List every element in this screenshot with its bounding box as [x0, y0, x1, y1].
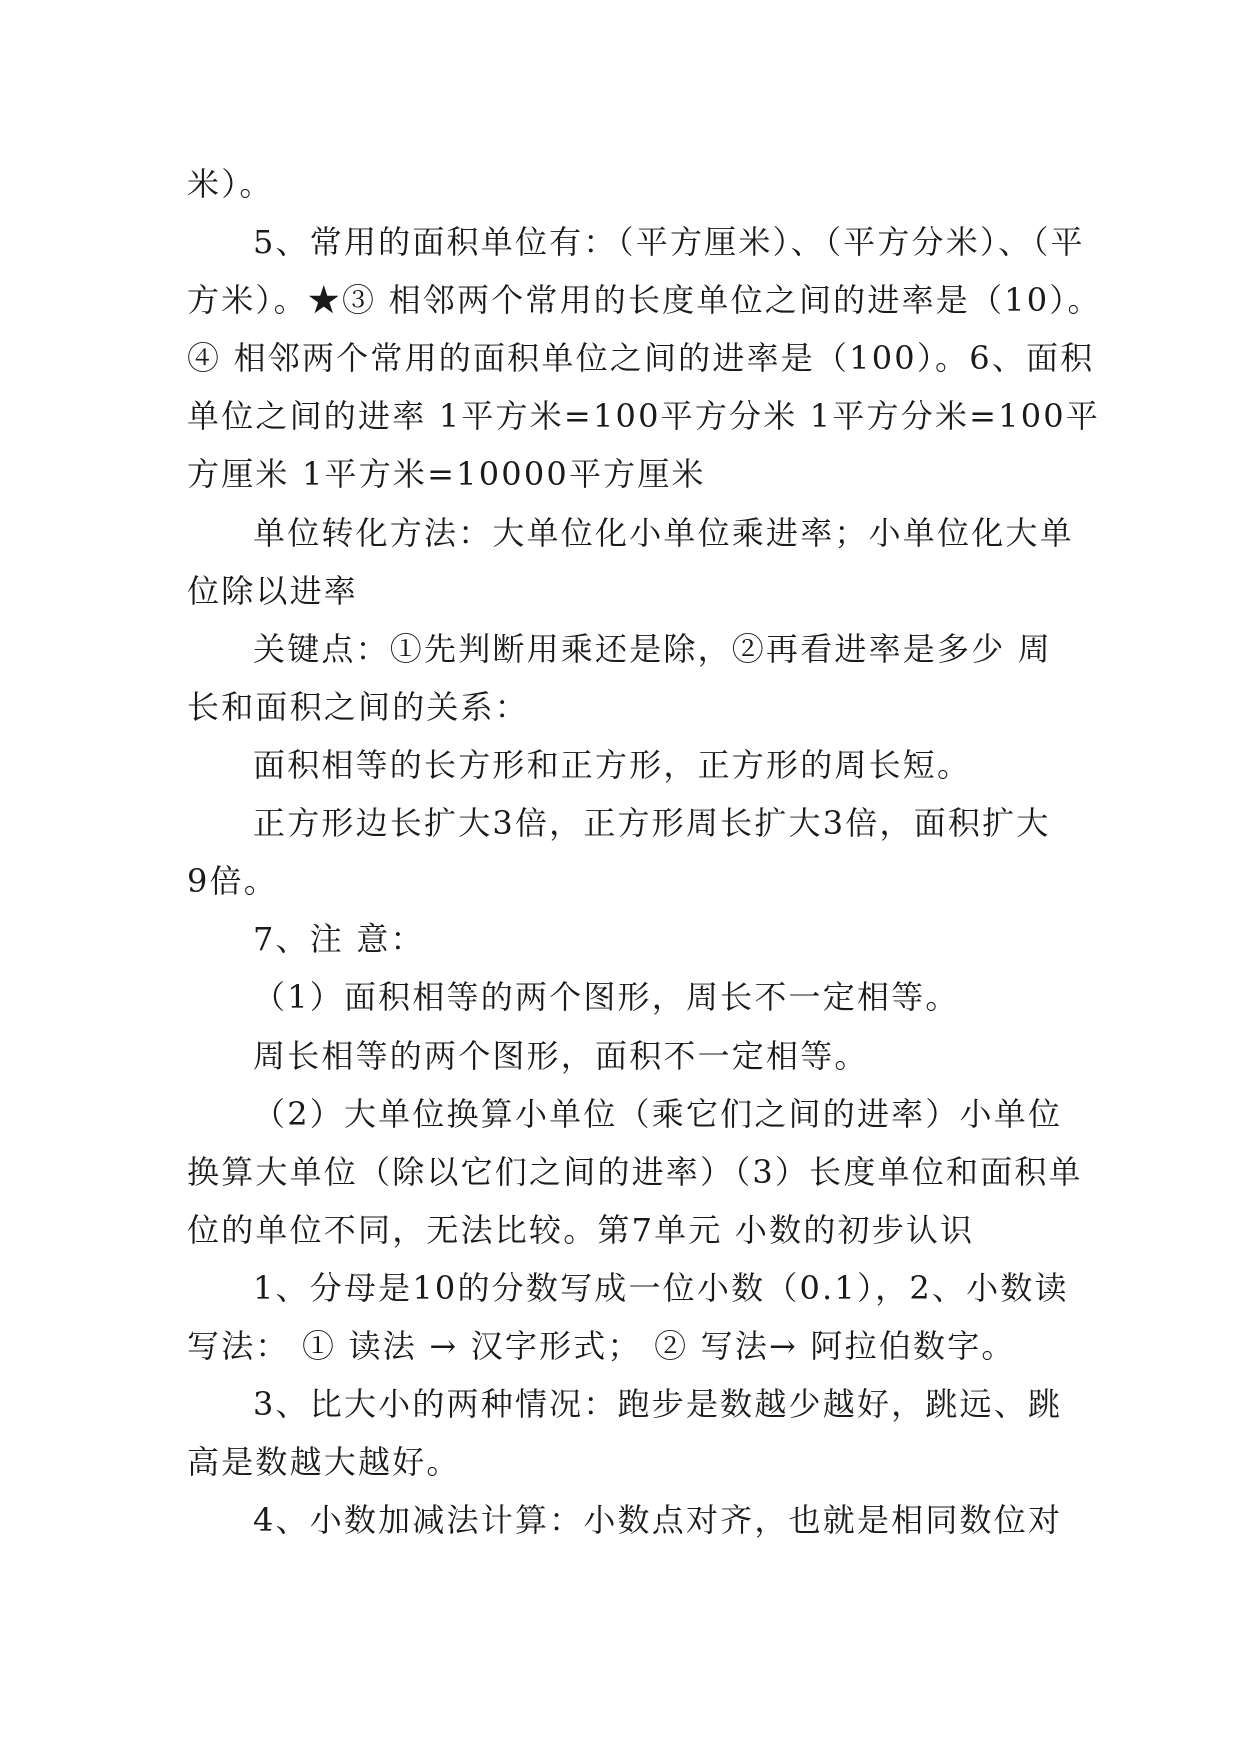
text-line: 写法： ① 读法 → 汉字形式； ② 写法→ 阿拉伯数字。 [187, 1327, 1016, 1365]
text-line: 3、比大小的两种情况：跑步是数越少越好，跳远、跳 [253, 1385, 1063, 1423]
text-line: 7、注 意： [253, 920, 425, 958]
text-line: （2）大单位换算小单位（乘它们之间的进率）小单位 [253, 1095, 1063, 1133]
text-line: 4、小数加减法计算：小数点对齐，也就是相同数位对 [253, 1501, 1063, 1539]
text-line: 正方形边长扩大3倍，正方形周长扩大3倍，面积扩大 [253, 804, 1051, 842]
text-line: 高是数越大越好。 [187, 1443, 461, 1481]
text-line: 单位之间的进率 1平方米=100平方分米 1平方分米=100平 [187, 397, 1101, 435]
text-line: 位除以进率 [187, 572, 359, 610]
text-line: 方米）。★③ 相邻两个常用的长度单位之间的进率是（10）。 [187, 281, 1102, 319]
text-line: 方厘米 1平方米=10000平方厘米 [187, 455, 706, 493]
text-line: 5、常用的面积单位有：（平方厘米）、（平方分米）、（平 [253, 223, 1085, 261]
text-line: 关键点：①先判断用乘还是除，②再看进率是多少 周 [253, 630, 1052, 668]
text-line: 米）。 [187, 165, 274, 203]
text-line: 9倍。 [187, 862, 278, 900]
text-line: 单位转化方法：大单位化小单位乘进率；小单位化大单 [253, 514, 1074, 552]
text-line: 周长相等的两个图形，面积不一定相等。 [253, 1037, 869, 1075]
text-line: 换算大单位（除以它们之间的进率）（3）长度单位和面积单 [187, 1153, 1083, 1191]
text-line: 1、分母是10的分数写成一位小数（0.1），2、小数读 [253, 1269, 1069, 1307]
text-line: （1）面积相等的两个图形，周长不一定相等。 [253, 978, 960, 1016]
text-line: 面积相等的长方形和正方形，正方形的周长短。 [253, 746, 972, 784]
text-line: ④ 相邻两个常用的面积单位之间的进率是（100）。6、面积 [187, 339, 1095, 377]
text-line: 长和面积之间的关系： [187, 688, 530, 726]
text-line: 位的单位不同，无法比较。第7单元 小数的初步认识 [187, 1211, 975, 1249]
